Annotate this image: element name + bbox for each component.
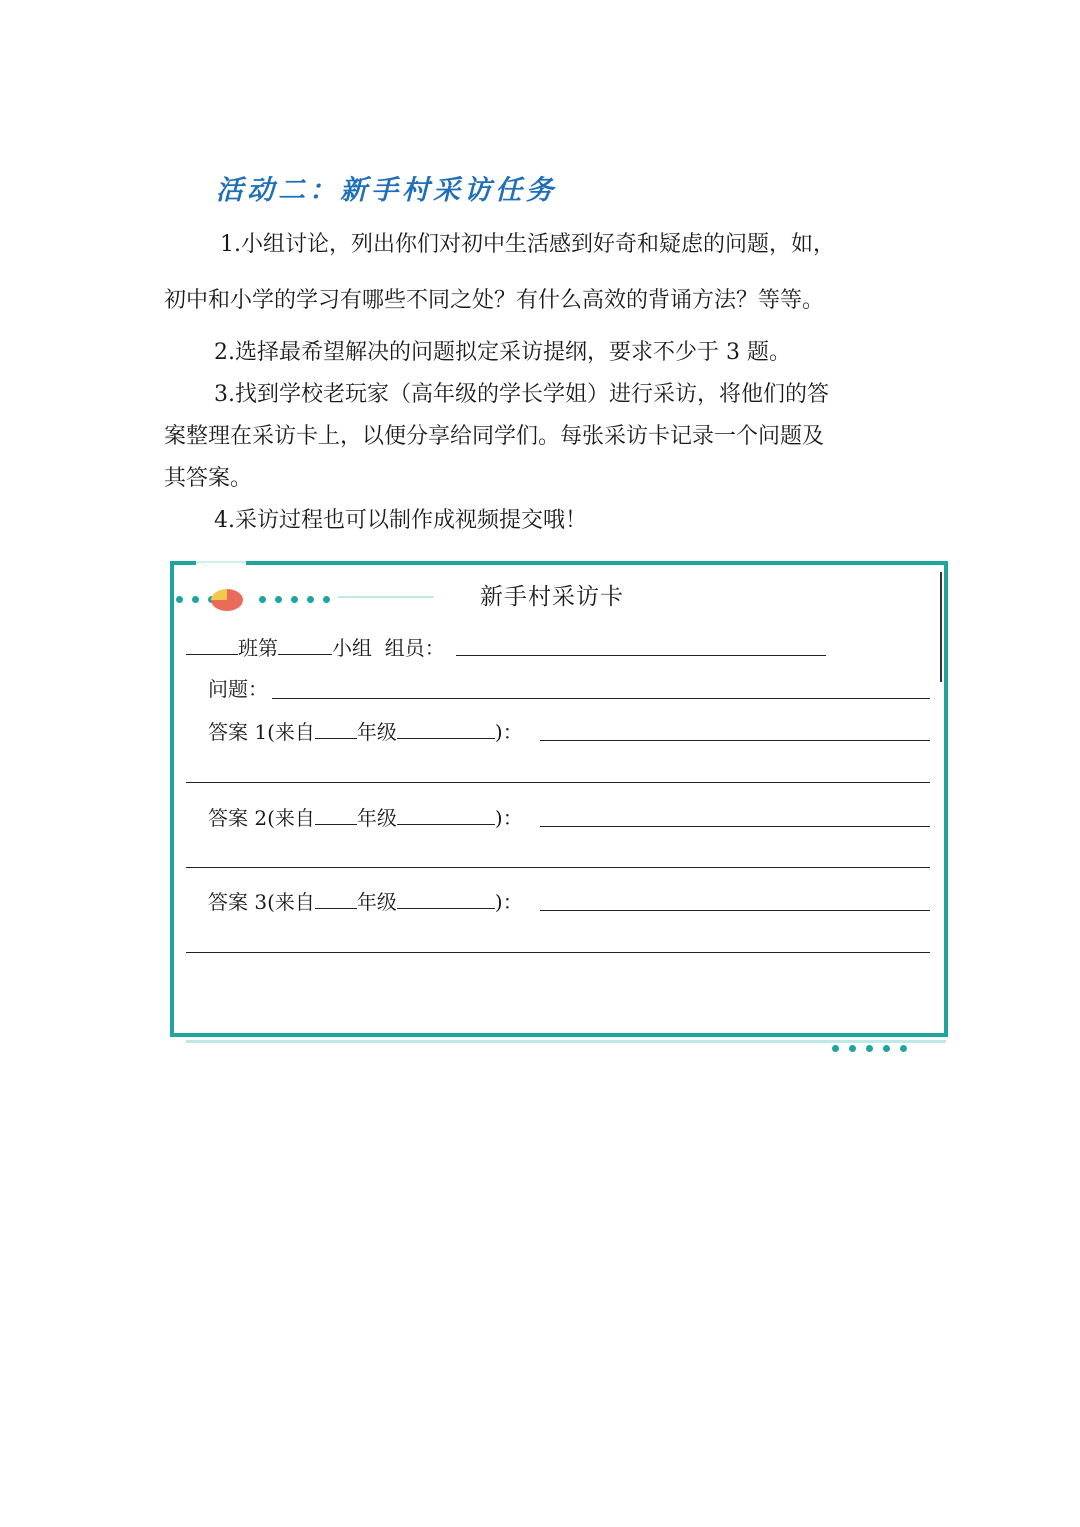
answer-2-grade-label: 年级 [356,806,397,830]
card-title-deco-line [338,596,434,598]
paragraph-3-line-1: 3.找到学校老玩家（高年级的学长学姐）进行采访，将他们的答 [214,382,829,407]
paragraph-1-line-1: 1.小组讨论，列出你们对初中生活感到好奇和疑虑的问题，如， [220,232,835,257]
question-line[interactable] [272,698,930,699]
answer-1-close: )： [494,720,523,744]
answer-1-name-blank[interactable] [397,716,495,739]
card-title: 新手村采访卡 [480,584,624,610]
card-inner-edge [940,572,942,682]
answer-1-row [208,716,523,747]
activity-heading: 活动二：新手村采访任务 [216,175,557,206]
paragraph-3-line-2: 案整理在采访卡上，以便分享给同学们。每张采访卡记录一个问题及 [164,424,825,449]
card-dots-bottom [832,1037,917,1056]
answer-1-line[interactable] [540,740,930,741]
answer-2-prefix: 答案 2(来自 [208,806,315,830]
answer-2-line[interactable] [540,826,930,827]
answer-2-line-2[interactable] [186,867,930,868]
card-dots-top [176,588,339,607]
paragraph-3-line-3: 其答案。 [164,466,253,491]
answer-2-grade-blank[interactable] [315,802,357,825]
answer-3-prefix: 答案 3(来自 [208,890,315,914]
answer-2-row [208,802,523,833]
answer-1-prefix: 答案 1(来自 [208,720,315,744]
members-line[interactable] [456,655,826,656]
class-group-row [186,632,445,663]
answer-2-close: )： [494,806,523,830]
class-blank[interactable] [186,632,238,655]
answer-3-line-2[interactable] [186,952,930,953]
card-frame-gap-line [196,561,246,563]
answer-2-name-blank[interactable] [397,802,495,825]
answer-1-line-2[interactable] [186,782,930,783]
answer-1-grade-blank[interactable] [315,716,357,739]
answer-3-close: )： [494,890,523,914]
group-blank[interactable] [278,632,332,655]
question-label: 问题： [208,677,268,701]
paragraph-4: 4.采访过程也可以制作成视频提交哦！ [214,508,587,533]
pie-chart-icon [210,588,244,612]
class-label: 班第 [238,636,278,660]
answer-3-line[interactable] [540,910,930,911]
answer-3-name-blank[interactable] [397,886,495,909]
answer-3-grade-blank[interactable] [315,886,357,909]
answer-3-grade-label: 年级 [356,890,397,914]
members-label: 组员： [384,636,445,660]
answer-1-grade-label: 年级 [356,720,397,744]
paragraph-1-line-2: 初中和小学的学习有哪些不同之处？有什么高效的背诵方法？等等。 [164,288,825,313]
paragraph-2: 2.选择最希望解决的问题拟定采访提纲，要求不少于 3 题。 [214,340,791,365]
answer-3-row [208,886,523,917]
group-label: 小组 [332,636,372,660]
